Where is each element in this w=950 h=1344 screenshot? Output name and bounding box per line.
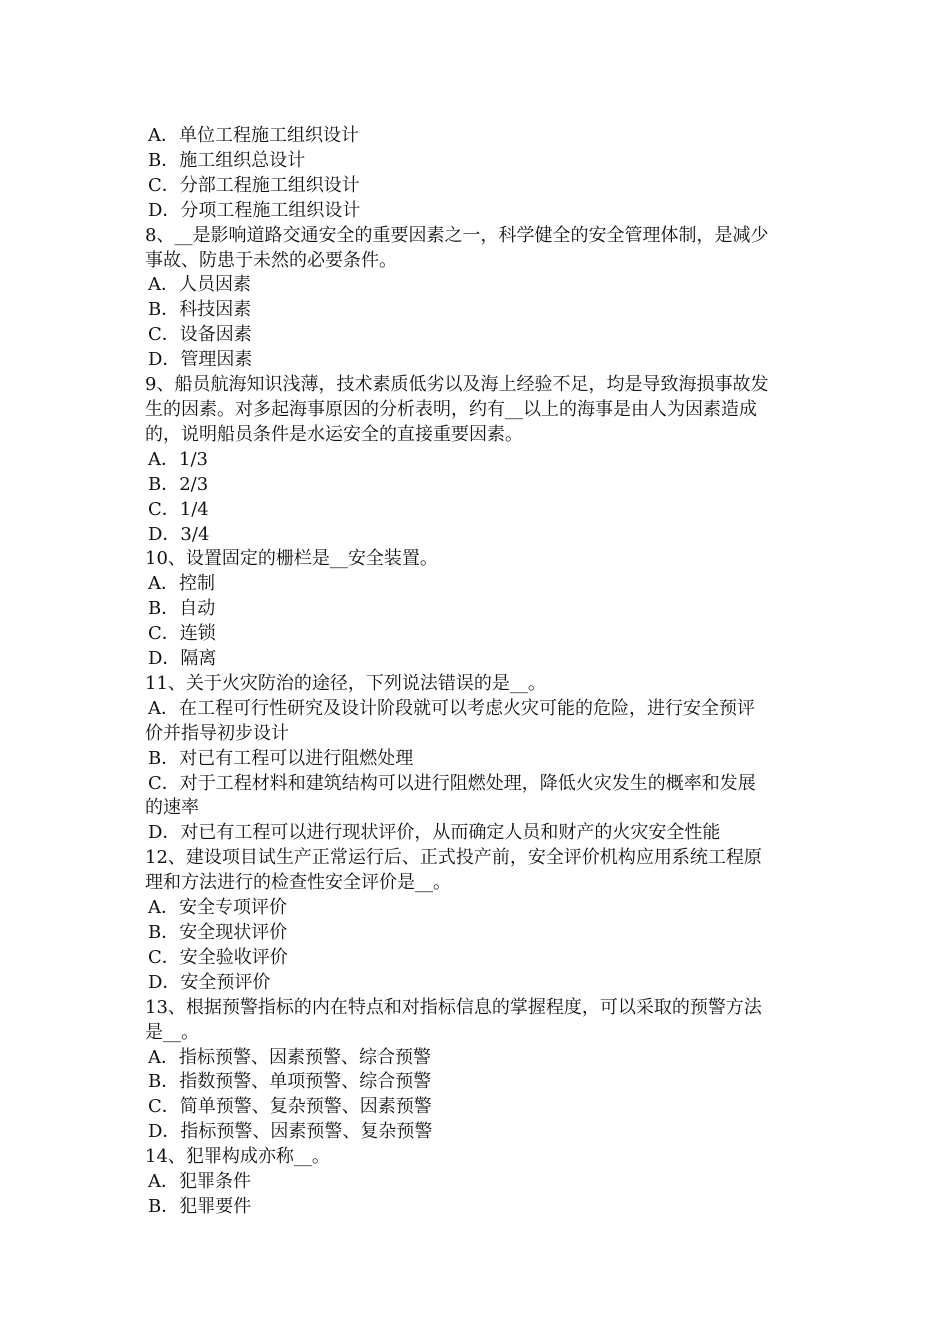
answer-option-line: D．安全预评价 xyxy=(148,971,271,993)
answer-option-line: B．犯罪要件 xyxy=(148,1195,252,1217)
answer-option-line: C．连锁 xyxy=(148,623,216,645)
question-text-line: 8、__是影响道路交通安全的重要因素之一，科学健全的安全管理体制，是减少 xyxy=(145,224,769,246)
answer-option-line: C．对于工程材料和建筑结构可以进行阻燃处理，降低火灾发生的概率和发展 xyxy=(148,772,756,794)
question-text-line: 11、关于火灾防治的途径，下列说法错误的是__。 xyxy=(145,672,546,694)
question-text-line: 生的因素。对多起海事原因的分析表明，约有__以上的海事是由人为因素造成 xyxy=(145,398,757,420)
question-text-line: 12、建设项目试生产正常运行后、正式投产前，安全评价机构应用系统工程原 xyxy=(145,847,762,869)
answer-option-line: C．分部工程施工组织设计 xyxy=(148,174,360,196)
answer-option-line: A．人员因素 xyxy=(148,274,251,296)
answer-option-line: B．对已有工程可以进行阻燃处理 xyxy=(148,747,414,769)
question-text-line: 9、船员航海知识浅薄，技术素质低劣以及海上经验不足，均是导致海损事故发 xyxy=(145,374,769,396)
document-page xyxy=(145,124,813,1220)
answer-option-line: B．2/3 xyxy=(148,473,209,495)
answer-option-line: C．设备因素 xyxy=(148,324,252,346)
answer-option-line: C．简单预警、复杂预警、因素预警 xyxy=(148,1096,432,1118)
answer-option-line: B．安全现状评价 xyxy=(148,922,288,943)
answer-option-line: C．1/4 xyxy=(148,498,209,520)
answer-option-line: D．3/4 xyxy=(148,523,210,545)
answer-option-line: A．1/3 xyxy=(148,448,208,470)
question-text-line: 13、根据预警指标的内在特点和对指标信息的掌握程度，可以采取的预警方法 xyxy=(145,996,762,1018)
answer-option-line: B．指数预警、单项预警、综合预警 xyxy=(148,1071,432,1093)
answer-option-line: D．指标预警、因素预警、复杂预警 xyxy=(148,1121,433,1143)
question-text-line: 的，说明船员条件是水运安全的直接重要因素。 xyxy=(145,423,523,445)
answer-option-line: C．安全验收评价 xyxy=(148,946,288,968)
question-text-line: 是__。 xyxy=(145,1021,199,1043)
question-text-line: 价并指导初步设计 xyxy=(145,722,289,744)
answer-option-line: D．对已有工程可以进行现状评价，从而确定人员和财产的火灾安全性能 xyxy=(148,822,721,844)
answer-option-line: D．管理因素 xyxy=(148,349,253,371)
answer-option-line: B．科技因素 xyxy=(148,299,252,321)
answer-option-line: B．自动 xyxy=(148,598,216,620)
question-text-line: 理和方法进行的检查性安全评价是__。 xyxy=(145,872,451,894)
answer-option-line: D．隔离 xyxy=(148,648,217,670)
question-text-line: 的速率 xyxy=(145,797,199,819)
answer-option-line: A．犯罪条件 xyxy=(148,1171,251,1193)
question-text-line: 事故、防患于未然的必要条件。 xyxy=(145,249,397,271)
answer-option-line: D．分项工程施工组织设计 xyxy=(148,199,361,221)
question-text-line: 10、设置固定的栅栏是__安全装置。 xyxy=(145,548,438,570)
question-text-line: 14、犯罪构成亦称__。 xyxy=(145,1146,330,1168)
answer-option-line: A．单位工程施工组织设计 xyxy=(148,125,359,146)
answer-option-line: A．控制 xyxy=(148,573,215,595)
answer-option-line: B．施工组织总设计 xyxy=(148,149,306,171)
answer-option-line: A．安全专项评价 xyxy=(148,897,287,919)
answer-option-line: A．在工程可行性研究及设计阶段就可以考虑火灾可能的危险，进行安全预评 xyxy=(148,697,755,719)
answer-option-line: A．指标预警、因素预警、综合预警 xyxy=(148,1046,431,1068)
